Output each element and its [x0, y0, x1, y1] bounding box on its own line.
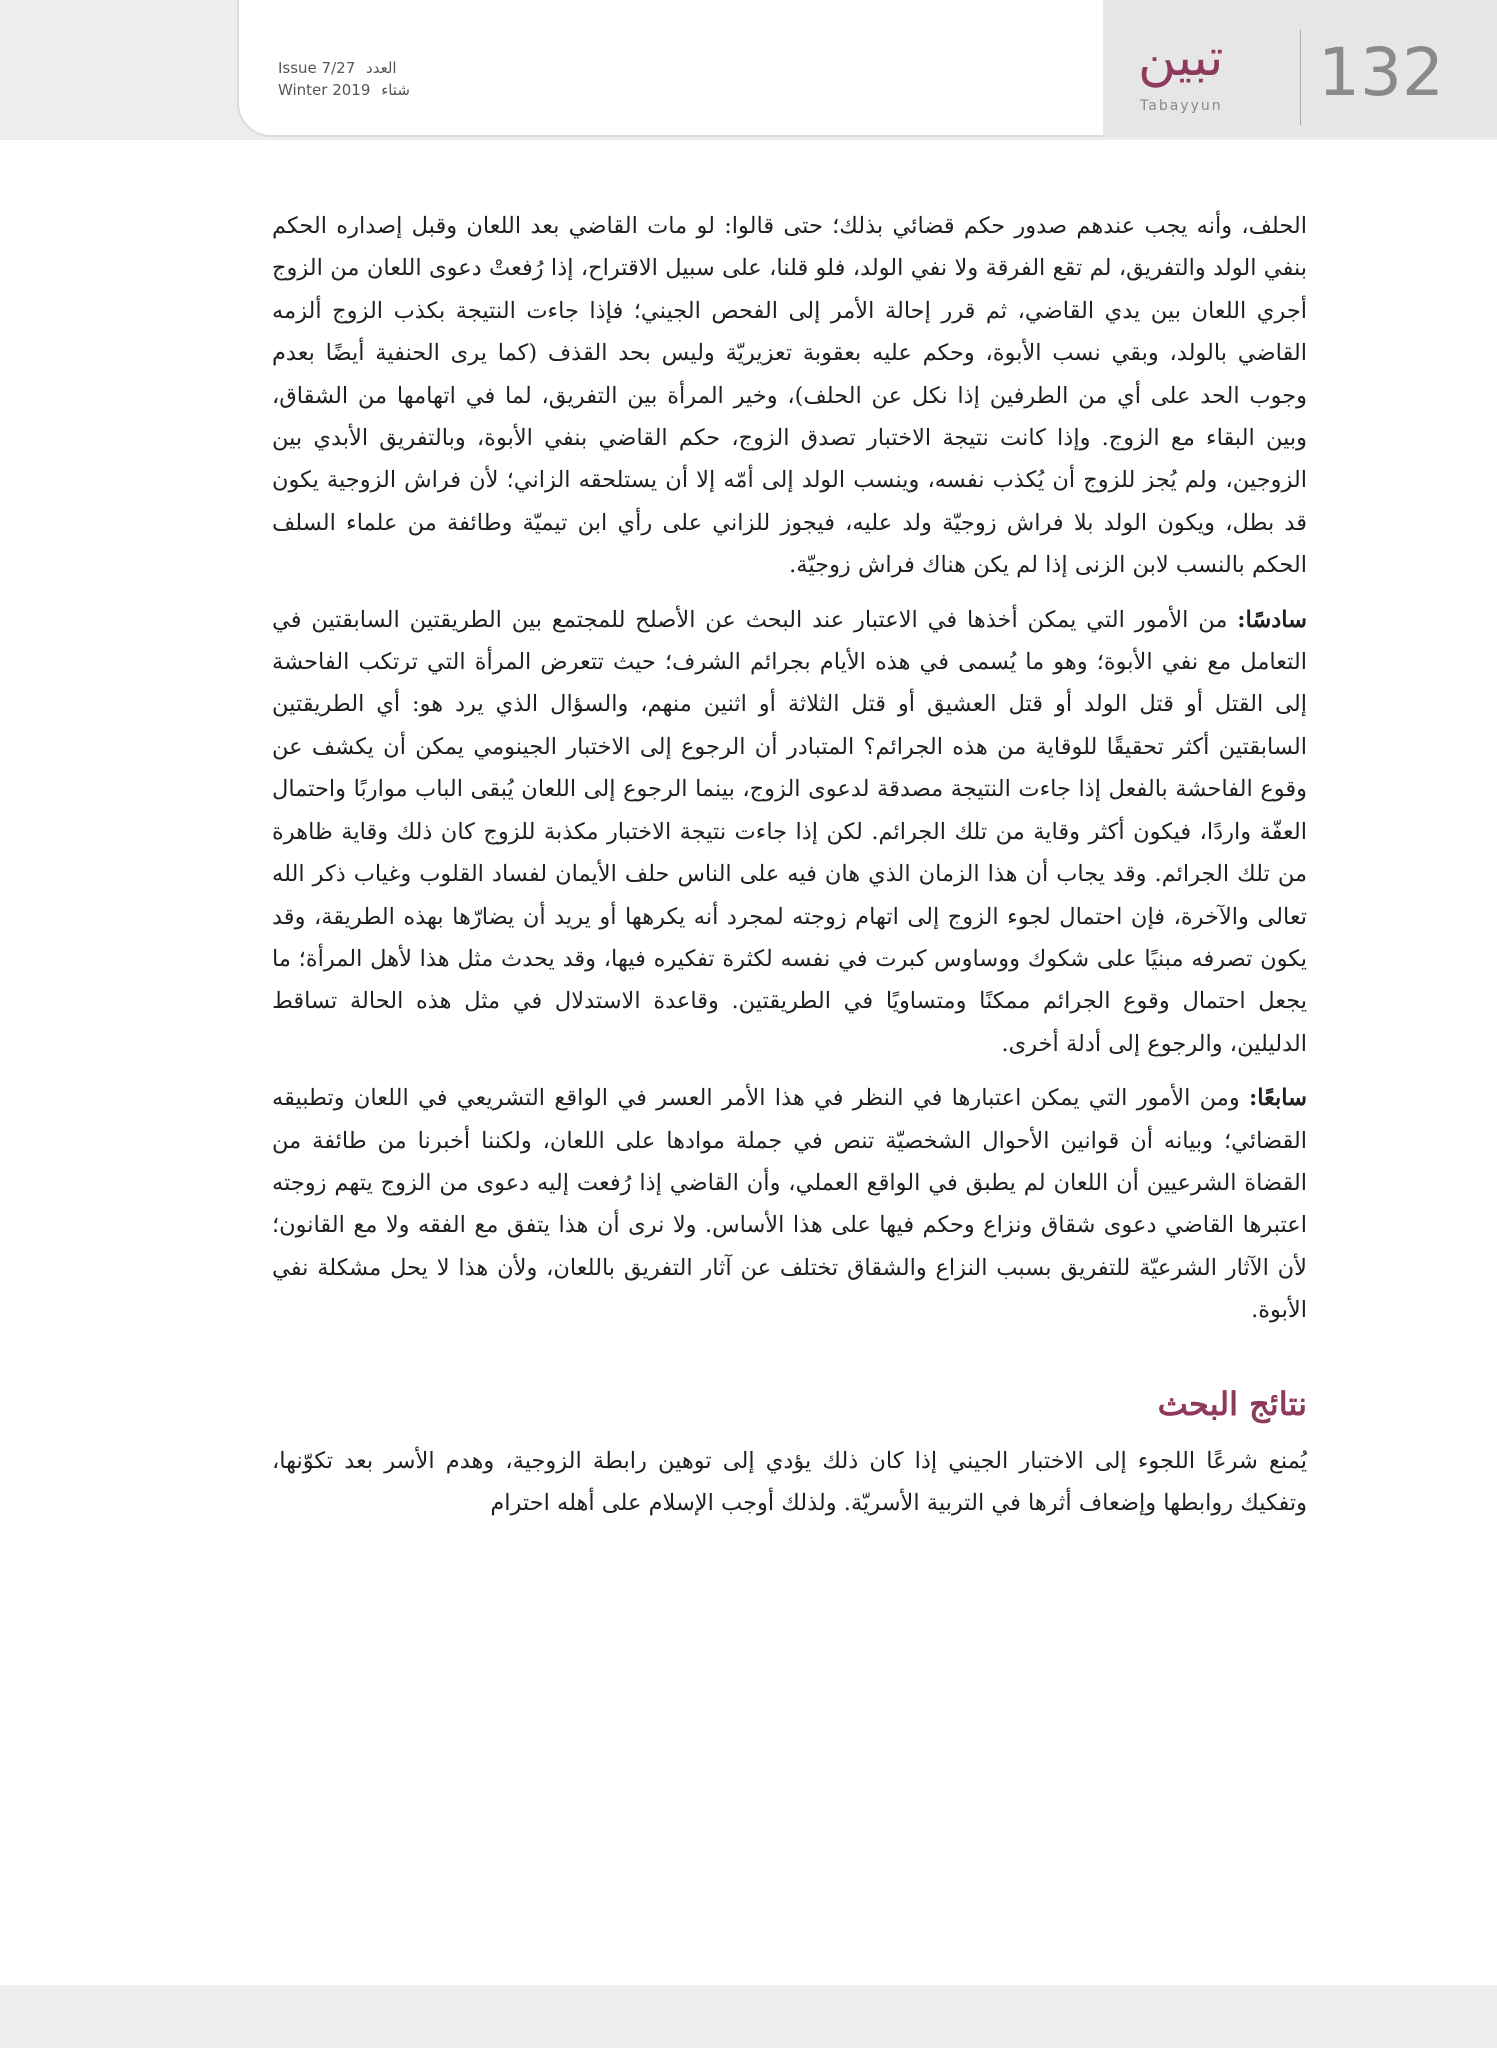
- paragraph-2: [272, 599, 1307, 1065]
- paragraph-3-text: ومن الأمور التي يمكن اعتبارها في النظر في هذا الأمر العسر في الواقع التشريعي في اللعان وتطبيقه القضائي؛ وبيانه أن قوانين الأحوال الشخصيّة تنص في جملة موادها على اللعان، ولكننا أخبرنا من طائفة من القضاة الشرعيين أن اللعان لم يطبق في الواقع العملي، وأن القاضي إذا رُفعت إليه دعوى من الزوج يتهم زوجته اعتبرها القاضي دعوى شقاق ونزاع وحكم فيها على هذا الأساس. ولا نرى أن هذا يتفق مع الفقه ولا مع القانون؛ لأن الآثار الشرعيّة للتفريق بسبب النزاع والشقاق تختلف عن آثار التفريق باللعان، ولأن هذا لا يحل مشكلة نفي الأبوة.: [272, 1085, 1307, 1324]
- footer-band: [0, 1985, 1497, 2048]
- logo-arabic: تبين: [1138, 28, 1224, 88]
- paragraph-1: الحلف، وأنه يجب عندهم صدور حكم قضائي بذلك؛ حتى قالوا: لو مات القاضي بعد اللعان وقبل إصداره الحكم بنفي الولد والتفريق، لم تقع الفرقة ولا نفي الولد، فلو قلنا، على سبيل الاقتراح، إذا رُفعتْ دعوى اللعان من الزوج أجري اللعان بين يدي القاضي، ثم قرر إحالة الأمر إلى الفحص الجيني؛ فإذا جاءت النتيجة بكذب الزوج ألزمه القاضي بالولد، وبقي نسب الأبوة، وحكم عليه بعقوبة تعزيريّة وليس بحد القذف (كما يرى الحنفية أيضًا بعدم وجوب الحد على أي من الطرفين إذا نكل عن الحلف)، وخير المرأة بين التفريق، لما في اتهامها من الشقاق، وبين البقاء مع الزوج. وإذا كانت نتيجة الاختبار تصدق الزوج، حكم القاضي بنفي الأبوة، وبالتفريق الأبدي بين الزوجين، ولم يُجز للزوج أن يُكذب نفسه، وينسب الولد إلى أمّه إلا أن يستلحقه الزاني؛ لأن فراش الزوجية يكون قد بطل، ويكون الولد بلا فراش زوجيّة ولد عليه، فيجوز للزاني على رأي ابن تيميّة وطائفة من علماء السلف الحكم بالنسب لابن الزنى إذا لم يكن هناك فراش زوجيّة.: [272, 213, 1307, 579]
- issue-en: Issue 7/27: [278, 59, 356, 77]
- article-body: [272, 205, 1307, 1536]
- season-ar: شتاء: [381, 80, 410, 99]
- paragraph-3-lead: سابعًا:: [1249, 1085, 1307, 1112]
- issue-info: [278, 58, 410, 102]
- logo-latin: Tabayyun: [1140, 98, 1223, 114]
- paragraph-4: يُمنع شرعًا اللجوء إلى الاختبار الجيني إذا كان ذلك يؤدي إلى توهين رابطة الزوجية، وهدم الأسر بعد تكوّنها، وتفكيك روابطها وإضعاف أثرها في التربية الأسريّة. ولذلك أوجب الإسلام على أهله احترام: [272, 1447, 1307, 1516]
- paragraph-3: [272, 1077, 1307, 1331]
- page-number: 132: [1318, 34, 1444, 111]
- tabayyun-logo: [1130, 28, 1290, 128]
- header-divider: [1300, 30, 1301, 125]
- season-line: [278, 80, 410, 102]
- paragraph-2-lead: سادسًا:: [1237, 606, 1307, 633]
- issue-line: [278, 58, 410, 80]
- paragraph-2-text: من الأمور التي يمكن أخذها في الاعتبار عند البحث عن الأصلح للمجتمع بين الطريقتين السابقتين في التعامل مع نفي الأبوة؛ وهو ما يُسمى في هذه الأيام بجرائم الشرف؛ حيث تتعرض المرأة التي ترتكب الفاحشة إلى القتل أو قتل الولد أو قتل العشيق أو قتل الثلاثة أو اثنين منهم، والسؤال الذي يرد هو: أي الطريقتين السابقتين أكثر تحقيقًا للوقاية من هذه الجرائم؟ المتبادر أن الرجوع إلى الاختبار الجينومي يمكن أن يكشف عن وقوع الفاحشة بالفعل إذا جاءت النتيجة مصدقة لدعوى الزوج، بينما الرجوع إلى اللعان يُبقى الباب مواربًا واحتمال العفّة واردًا، فيكون أكثر وقاية من تلك الجرائم. لكن إذا جاءت نتيجة الاختبار مكذبة للزوج كان ذلك وقاية ظاهرة من تلك الجرائم. وقد يجاب أن هذا الزمان الذي هان فيه على الناس حلف الأيمان لفساد القلوب وغياب ذكر الله تعالى والآخرة، فإن احتمال لجوء الزوج إلى اتهام زوجته لمجرد أنه يكرهها أو يريد أن يضارّها بهذه الطريقة، وقد يكون تصرفه مبنيًا على شكوك ووساوس كبرت في نفسه لكثرة تفكيره فيها، وقد يحدث مثل هذا لأهل المرأة؛ ما يجعل احتمال وقوع الجرائم ممكنًا ومتساويًا في الطريقتين. وقاعدة الاستدلال في مثل هذه الحالة تساقط الدليلين، والرجوع إلى أدلة أخرى.: [272, 606, 1307, 1057]
- season-en: Winter 2019: [278, 80, 371, 99]
- section-title: نتائج البحث: [1157, 1384, 1307, 1423]
- issue-ar: العدد: [366, 59, 397, 77]
